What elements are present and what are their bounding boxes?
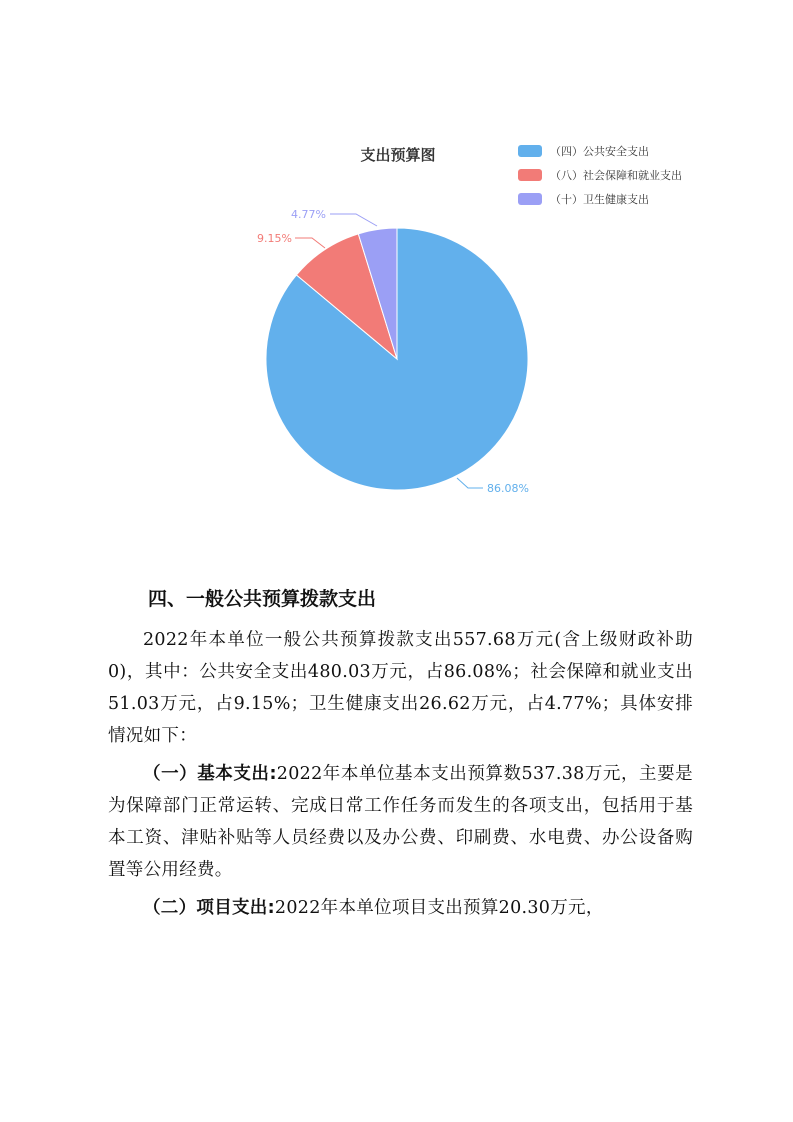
paragraph-text: 2022年本单位基本支出预算数537.38万元，主要是为保障部门正常运转、完成日常工作任务而发生的各项支出，包括用于基本工资、津贴补贴等人员经费以及办公费、印刷费、水电费、办公设备购置等公用经费。 [108, 764, 693, 880]
leader-line-health [330, 214, 377, 226]
section-heading: 四、一般公共预算拨款支出 [148, 588, 377, 610]
document-body [108, 582, 693, 930]
paragraph-text: 2022年本单位项目支出预算20.30万元， [274, 898, 604, 918]
paragraph-basic-expense [108, 758, 693, 886]
chart-title: 支出预算图 [360, 146, 436, 164]
legend-label-health[interactable]: （十）卫生健康支出 [550, 193, 649, 206]
leader-line-social-security [295, 238, 325, 248]
budget-pie-chart [0, 0, 793, 560]
paragraph-project-expense [108, 892, 693, 924]
paragraph-text: 2022年本单位一般公共预算拨款支出557.68万元(含上级财政补助0)，其中：公共安全支出480.03万元，占86.08%；社会保障和就业支出51.03万元，占9.15%；卫生健康支出26.62万元，占4.77%；具体安排情况如下： [108, 630, 693, 746]
slice-label-public-security: 86.08% [487, 482, 529, 495]
paragraph-lead: （一）基本支出: [143, 764, 277, 784]
legend-label-social-security[interactable]: （八）社会保障和就业支出 [550, 169, 682, 182]
legend-label-public-security[interactable]: （四）公共安全支出 [550, 145, 649, 158]
paragraph-summary [108, 624, 693, 752]
paragraph-lead: （二）项目支出: [143, 898, 275, 918]
legend-swatch-public-security[interactable] [518, 145, 542, 157]
leader-line-public-security [457, 478, 483, 488]
legend-swatch-social-security[interactable] [518, 169, 542, 181]
slice-label-social-security: 9.15% [257, 232, 292, 245]
legend [518, 144, 682, 206]
legend-swatch-health[interactable] [518, 193, 542, 205]
pie-slices [266, 228, 528, 490]
slice-label-health: 4.77% [291, 208, 326, 221]
